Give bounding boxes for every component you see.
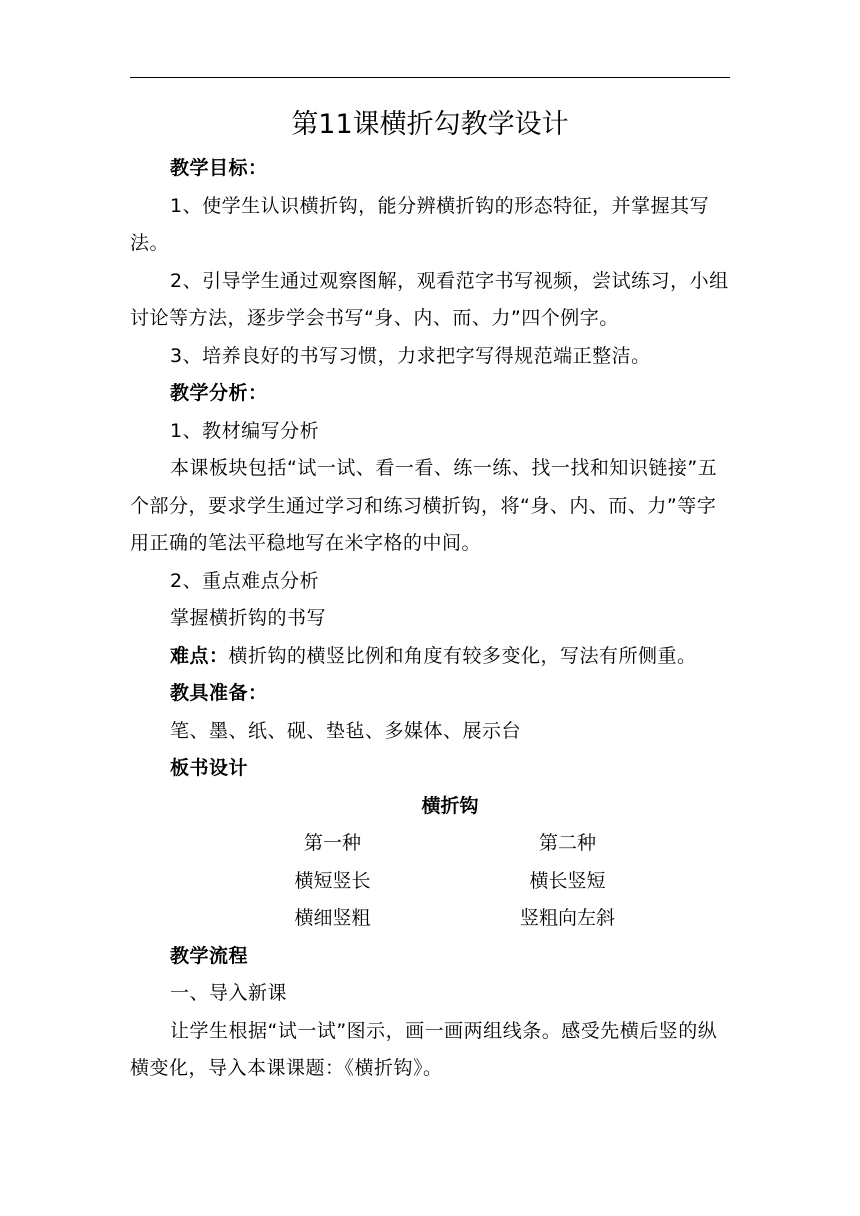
board-row bbox=[130, 825, 730, 863]
goal-item-2: 2、引导学生通过观察图解，观看范字书写视频，尝试练习，小组讨论等方法，逐步学会书写“身、内、而、力”四个例字。 bbox=[130, 269, 729, 329]
goal-item-1: 1、使学生认识横折钩，能分辨横折钩的形态特征，并掌握其写法。 bbox=[130, 194, 710, 254]
header-rule bbox=[130, 77, 730, 78]
board-cell: 第一种 bbox=[303, 832, 361, 854]
board-title: 横折钩 bbox=[421, 794, 479, 817]
difficulty-text: 横折钩的横竖比例和角度有较多变化，写法有所侧重。 bbox=[228, 644, 697, 667]
difficulty-line bbox=[130, 638, 730, 676]
goals-heading: 教学目标： bbox=[170, 157, 268, 179]
board-cell: 横长竖短 bbox=[529, 869, 606, 892]
document-title: 第11课横折勾教学设计 bbox=[291, 109, 569, 140]
key-point: 掌握横折钩的书写 bbox=[170, 607, 327, 629]
goal-item-3: 3、培养良好的书写习惯，力求把字写得规范端正整洁。 bbox=[170, 344, 651, 367]
board-heading: 板书设计 bbox=[170, 757, 249, 779]
analysis-paragraph-1: 本课板块包括“试一试、看一看、练一练、找一找和知识链接”五个部分，要求学生通过学习和练习横折钩，将“身、内、而、力”等字用正确的笔法平稳地写在米字格的中间。 bbox=[130, 457, 718, 554]
difficulty-label: 难点： bbox=[170, 644, 229, 667]
analysis-subheading-1: 1、教材编写分析 bbox=[170, 419, 320, 442]
board-row bbox=[130, 863, 730, 901]
board-cell: 横细竖粗 bbox=[294, 907, 371, 929]
board-row bbox=[130, 900, 730, 938]
process-paragraph-1: 让学生根据“试一试”图示，画一画两组线条。感受先横后竖的纵横变化，导入本课课题：《横折钩》。 bbox=[130, 1019, 718, 1079]
tools-heading: 教具准备： bbox=[170, 682, 268, 704]
process-heading: 教学流程 bbox=[170, 944, 249, 967]
document-page bbox=[130, 100, 730, 1088]
analysis-subheading-2: 2、重点难点分析 bbox=[170, 569, 320, 592]
board-cell: 横短竖长 bbox=[294, 869, 371, 892]
process-step-1: 一、导入新课 bbox=[170, 982, 288, 1004]
analysis-heading: 教学分析： bbox=[170, 382, 268, 404]
board-cell: 第二种 bbox=[538, 832, 596, 854]
board-cell: 竖粗向左斜 bbox=[519, 907, 615, 929]
tools-list: 笔、墨、纸、砚、垫毡、多媒体、展示台 bbox=[170, 719, 522, 742]
